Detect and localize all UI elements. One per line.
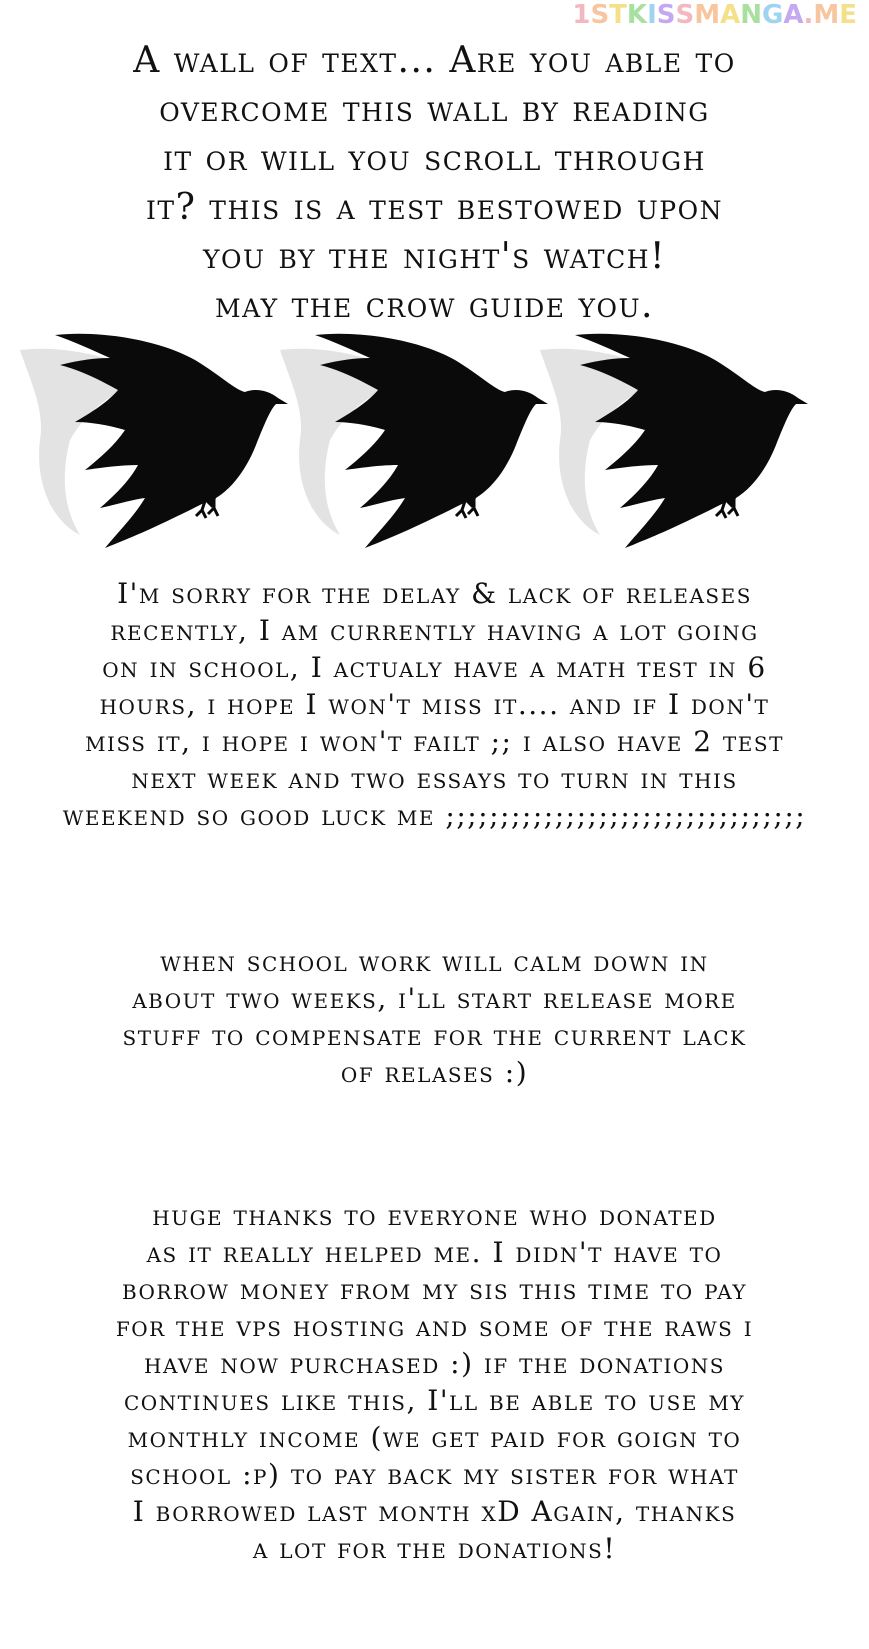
- release-plan-paragraph: when school work will calm down in about two weeks, i'll start release more stuff to compensate for the current lack of relases :): [122, 945, 747, 1089]
- watermark-letter: A: [720, 0, 741, 30]
- watermark-letter: T: [609, 0, 627, 30]
- crow-icon: [20, 334, 288, 548]
- watermark-letter: S: [590, 0, 610, 30]
- page-title: A wall of text... Are you able to overcome this wall by reading it or will you scroll through it? this is a test bestowed upon you by the night's watch! may the crow guide you.: [133, 40, 736, 326]
- crow-icon: [280, 334, 548, 548]
- watermark-letter: G: [762, 0, 784, 30]
- watermark-letter: K: [626, 0, 648, 30]
- apology-paragraph: I'm sorry for the delay & lack of releases recently, I am currently having a lot going on in school, I actualy have a math test in 6 hours, i hope I won't miss it.... and if I don't miss it, i hope i won't failt ;; i also have 2 test next week and two essays to turn in this weekend so good luck me ;;;;;;;;;;;;;;;;;;;;;;;;;;;;;;;;;: [62, 577, 807, 832]
- crow-illustration: [20, 330, 849, 560]
- site-watermark: [572, 0, 857, 30]
- watermark-letter: S: [656, 0, 676, 30]
- watermark-letter: M: [813, 0, 840, 30]
- watermark-text: [572, 0, 857, 30]
- watermark-letter: I: [647, 0, 657, 30]
- watermark-letter: M: [694, 0, 721, 30]
- crow-icon: [540, 334, 808, 548]
- watermark-letter: 1: [572, 0, 591, 30]
- donation-thanks-paragraph: huge thanks to everyone who donated as it really helped me. I didn't have to borrow money from my sis this time to pay for the vps hosting and some of the raws i have now purchased :) if the donations continues like this, I'll be able to use my monthly income (we get paid for goign to school :p) to pay back my sister for what I borrowed last month xD Again, thanks a lot for the donations!: [115, 1199, 754, 1565]
- watermark-letter: .: [803, 0, 814, 30]
- watermark-letter: N: [740, 0, 762, 30]
- watermark-letter: A: [783, 0, 804, 30]
- watermark-letter: S: [675, 0, 695, 30]
- watermark-letter: E: [839, 0, 857, 30]
